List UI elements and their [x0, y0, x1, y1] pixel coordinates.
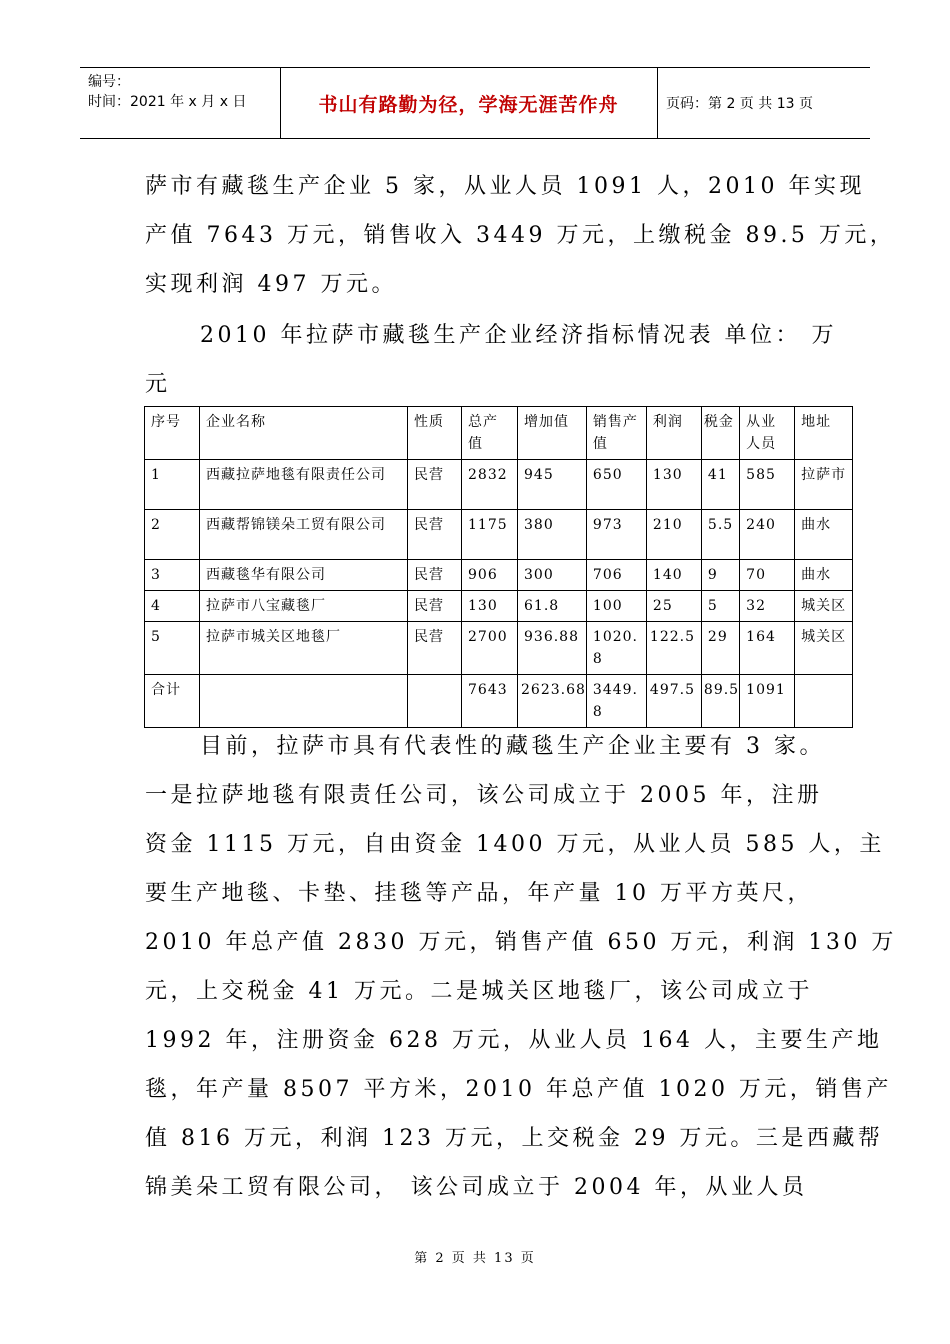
paragraph-line: 元，上交税金 41 万元。二是城关区地毯厂，该公司成立于 — [145, 979, 813, 1004]
table-cell: 140 — [646, 560, 701, 591]
table-cell: 民营 — [408, 591, 462, 622]
table-cell: 130 — [646, 460, 701, 510]
paragraph-line: 目前，拉萨市具有代表性的藏毯生产企业主要有 3 家。 — [200, 734, 825, 759]
table-cell: 5 — [145, 622, 200, 675]
table-cell: 100 — [586, 591, 646, 622]
table-cell: 973 — [586, 510, 646, 560]
table-cell: 民营 — [408, 560, 462, 591]
column-header: 企业名称 — [200, 407, 408, 460]
table-cell — [795, 675, 853, 728]
table-cell: 1175 — [462, 510, 518, 560]
table-cell: 240 — [740, 510, 795, 560]
table-cell: 2700 — [462, 622, 518, 675]
column-header: 序号 — [145, 407, 200, 460]
table-cell: 210 — [646, 510, 701, 560]
paragraph-line: 2010 年总产值 2830 万元，销售产值 650 万元，利润 130 万 — [145, 930, 897, 955]
table-cell: 300 — [518, 560, 587, 591]
paragraph-line: 资金 1115 万元，自由资金 1400 万元，从业人员 585 人，主 — [145, 832, 885, 857]
table-cell: 曲水 — [795, 510, 853, 560]
table-cell: 29 — [701, 622, 739, 675]
table-cell: 650 — [586, 460, 646, 510]
table-header-row — [145, 407, 853, 460]
table-cell: 西藏帮锦镁朵工贸有限公司 — [200, 510, 408, 560]
table-cell: 西藏毯华有限公司 — [200, 560, 408, 591]
table-cell — [408, 675, 462, 728]
paragraph-line: 锦美朵工贸有限公司， 该公司成立于 2004 年，从业人员 — [145, 1175, 808, 1200]
table-cell: 164 — [740, 622, 795, 675]
table-cell: 城关区 — [795, 591, 853, 622]
table-cell: 5 — [701, 591, 739, 622]
table-cell: 32 — [740, 591, 795, 622]
table-cell: 41 — [701, 460, 739, 510]
header-divider — [657, 68, 658, 138]
table-cell: 合计 — [145, 675, 200, 728]
column-header: 利润 — [646, 407, 701, 460]
table-cell: 1091 — [740, 675, 795, 728]
paragraph-line: 产值 7643 万元，销售收入 3449 万元，上缴税金 89.5 万元， — [145, 223, 896, 248]
table-cell: 7643 — [462, 675, 518, 728]
document-code-label: 编号： — [88, 74, 130, 90]
column-header: 税金 — [701, 407, 739, 460]
column-header: 从业人员 — [740, 407, 795, 460]
table-cell: 25 — [646, 591, 701, 622]
table-cell: 70 — [740, 560, 795, 591]
table-cell: 130 — [462, 591, 518, 622]
table-row — [145, 591, 853, 622]
table-title-continued: 元 — [145, 372, 171, 397]
paragraph-line: 实现利润 497 万元。 — [145, 272, 397, 297]
table-row — [145, 460, 853, 510]
table-cell: 曲水 — [795, 560, 853, 591]
table-row — [145, 510, 853, 560]
table-title: 2010 年拉萨市藏毯生产企业经济指标情况表 单位： 万 — [200, 323, 837, 348]
table-row — [145, 622, 853, 675]
table-cell: 61.8 — [518, 591, 587, 622]
column-header: 销售产值 — [586, 407, 646, 460]
page-footer: 第 2 页 共 13 页 — [414, 1251, 536, 1266]
table-cell: 2 — [145, 510, 200, 560]
table-cell: 497.5 — [646, 675, 701, 728]
header-meta — [88, 72, 246, 112]
table-cell: 380 — [518, 510, 587, 560]
table-cell: 拉萨市城关区地毯厂 — [200, 622, 408, 675]
document-time: 时间：2021 年 x 月 x 日 — [88, 94, 247, 110]
table-cell: 906 — [462, 560, 518, 591]
header-slogan: 书山有路勤为径，学海无涯苦作舟 — [318, 93, 619, 116]
paragraph-line: 毯，年产量 8507 平方米，2010 年总产值 1020 万元，销售产 — [145, 1077, 892, 1102]
paragraph-line: 要生产地毯、卡垫、挂毯等产品，年产量 10 万平方英尺， — [145, 881, 813, 906]
table-cell: 1 — [145, 460, 200, 510]
table-cell: 2623.68 — [518, 675, 587, 728]
table-cell: 5.5 — [701, 510, 739, 560]
table-cell: 706 — [586, 560, 646, 591]
economic-indicators-table — [144, 406, 853, 728]
table-cell: 89.5 — [701, 675, 739, 728]
table-cell: 民营 — [408, 460, 462, 510]
paragraph-line: 值 816 万元，利润 123 万元，上交税金 29 万元。三是西藏帮 — [145, 1126, 884, 1151]
paragraph-line: 萨市有藏毯生产企业 5 家，从业人员 1091 人，2010 年实现 — [145, 174, 865, 199]
table-cell: 城关区 — [795, 622, 853, 675]
table-total-row — [145, 675, 853, 728]
table-cell: 122.5 — [646, 622, 701, 675]
table-cell: 民营 — [408, 622, 462, 675]
table-cell: 945 — [518, 460, 587, 510]
table-cell: 民营 — [408, 510, 462, 560]
table-cell: 3449.8 — [586, 675, 646, 728]
paragraph-line: 一是拉萨地毯有限责任公司，该公司成立于 2005 年，注册 — [145, 783, 823, 808]
table-cell — [200, 675, 408, 728]
table-cell: 西藏拉萨地毯有限责任公司 — [200, 460, 408, 510]
table-cell: 4 — [145, 591, 200, 622]
page-header — [80, 67, 870, 139]
header-page-info: 页码：第 2 页 共 13 页 — [666, 96, 813, 112]
table-cell: 拉萨市八宝藏毯厂 — [200, 591, 408, 622]
table-cell: 585 — [740, 460, 795, 510]
table-cell: 936.88 — [518, 622, 587, 675]
column-header: 总产值 — [462, 407, 518, 460]
column-header: 增加值 — [518, 407, 587, 460]
table-row — [145, 560, 853, 591]
table-cell: 3 — [145, 560, 200, 591]
column-header: 性质 — [408, 407, 462, 460]
table-cell: 1020.8 — [586, 622, 646, 675]
table-cell: 9 — [701, 560, 739, 591]
paragraph-line: 1992 年，注册资金 628 万元，从业人员 164 人，主要生产地 — [145, 1028, 883, 1053]
table-cell: 拉萨市 — [795, 460, 853, 510]
column-header: 地址 — [795, 407, 853, 460]
table-cell: 2832 — [462, 460, 518, 510]
